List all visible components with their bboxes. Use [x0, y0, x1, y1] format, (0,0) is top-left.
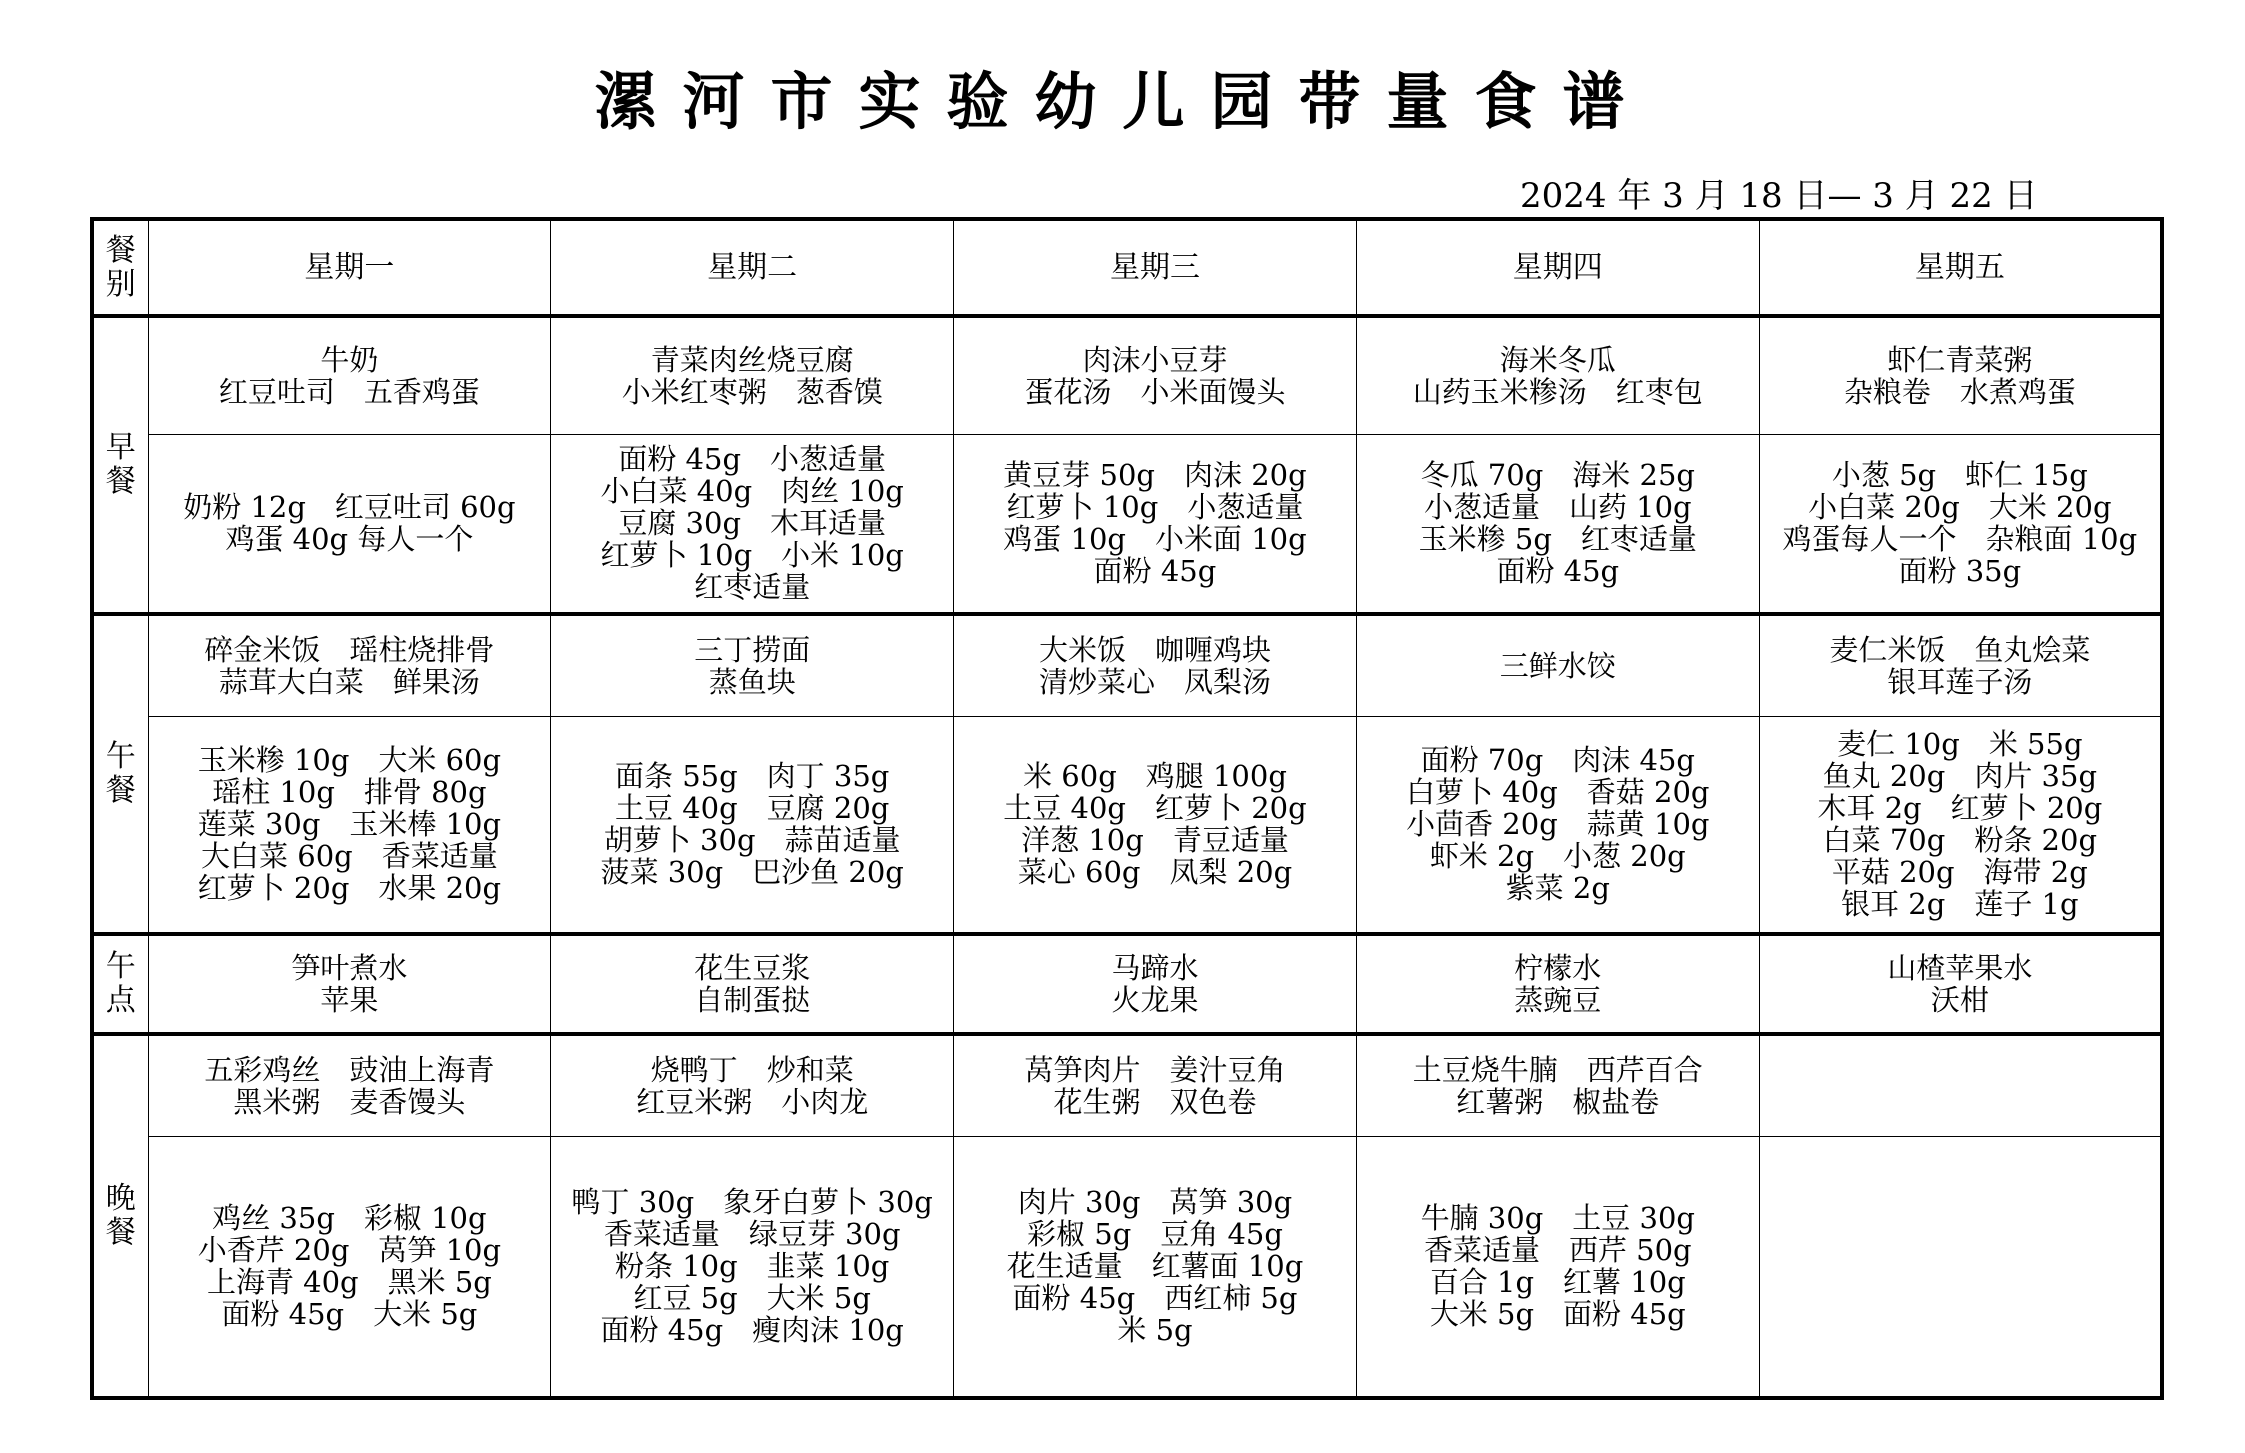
day-header-tue: 星期二	[551, 219, 954, 316]
dinner-ingredients-fri	[1759, 1136, 2162, 1398]
snack-tue: 花生豆浆 自制蛋挞	[551, 934, 954, 1034]
dinner-ingredients-wed: 肉片 30g 莴笋 30g 彩椒 5g 豆角 45g 花生适量 红薯面 10g 面粉 45g 西红柿 5g 米 5g	[954, 1136, 1357, 1398]
lunch-label: 午餐	[92, 614, 148, 934]
snack-label: 午点	[92, 934, 148, 1034]
breakfast-dish-mon: 牛奶 红豆吐司 五香鸡蛋	[148, 316, 551, 434]
meal-category-header: 餐别	[92, 219, 148, 316]
dinner-label: 晚餐	[92, 1034, 148, 1398]
breakfast-dish-thu: 海米冬瓜 山药玉米糁汤 红枣包	[1356, 316, 1759, 434]
breakfast-label: 早餐	[92, 316, 148, 614]
snack-row	[92, 934, 2162, 1034]
lunch-ingredients-row	[92, 716, 2162, 934]
breakfast-dish-fri: 虾仁青菜粥 杂粮卷 水煮鸡蛋	[1759, 316, 2162, 434]
lunch-dish-thu: 三鲜水饺	[1356, 614, 1759, 716]
lunch-dish-tue: 三丁捞面 蒸鱼块	[551, 614, 954, 716]
breakfast-ingredients-thu: 冬瓜 70g 海米 25g 小葱适量 山药 10g 玉米糁 5g 红枣适量 面粉 45g	[1356, 434, 1759, 614]
dinner-dish-fri	[1759, 1034, 2162, 1136]
dinner-ingredients-thu: 牛腩 30g 土豆 30g 香菜适量 西芹 50g 百合 1g 红薯 10g 大米 5g 面粉 45g	[1356, 1136, 1759, 1398]
lunch-dishes-row	[92, 614, 2162, 716]
breakfast-ingredients-row	[92, 434, 2162, 614]
dinner-dish-wed: 莴笋肉片 姜汁豆角 花生粥 双色卷	[954, 1034, 1357, 1136]
dinner-dish-mon: 五彩鸡丝 豉油上海青 黑米粥 麦香馒头	[148, 1034, 551, 1136]
lunch-dish-mon: 碎金米饭 瑶柱烧排骨 蒜茸大白菜 鲜果汤	[148, 614, 551, 716]
day-header-thu: 星期四	[1356, 219, 1759, 316]
breakfast-ingredients-fri: 小葱 5g 虾仁 15g 小白菜 20g 大米 20g 鸡蛋每人一个 杂粮面 10g 面粉 35g	[1759, 434, 2162, 614]
dinner-dish-tue: 烧鸭丁 炒和菜 红豆米粥 小肉龙	[551, 1034, 954, 1136]
snack-wed: 马蹄水 火龙果	[954, 934, 1357, 1034]
snack-thu: 柠檬水 蒸豌豆	[1356, 934, 1759, 1034]
lunch-ingredients-tue: 面条 55g 肉丁 35g 土豆 40g 豆腐 20g 胡萝卜 30g 蒜苗适量 菠菜 30g 巴沙鱼 20g	[551, 716, 954, 934]
dinner-dish-thu: 土豆烧牛腩 西芹百合 红薯粥 椒盐卷	[1356, 1034, 1759, 1136]
lunch-dish-wed: 大米饭 咖喱鸡块 清炒菜心 凤梨汤	[954, 614, 1357, 716]
dinner-ingredients-row	[92, 1136, 2162, 1398]
snack-mon: 笋叶煮水 苹果	[148, 934, 551, 1034]
menu-table	[90, 217, 2164, 1400]
breakfast-ingredients-mon: 奶粉 12g 红豆吐司 60g 鸡蛋 40g 每人一个	[148, 434, 551, 614]
breakfast-dishes-row	[92, 316, 2162, 434]
day-header-wed: 星期三	[954, 219, 1357, 316]
lunch-ingredients-mon: 玉米糁 10g 大米 60g 瑶柱 10g 排骨 80g 莲菜 30g 玉米棒 10g 大白菜 60g 香菜适量 红萝卜 20g 水果 20g	[148, 716, 551, 934]
lunch-ingredients-wed: 米 60g 鸡腿 100g 土豆 40g 红萝卜 20g 洋葱 10g 青豆适量 菜心 60g 凤梨 20g	[954, 716, 1357, 934]
header-row	[92, 219, 2162, 316]
breakfast-dish-tue: 青菜肉丝烧豆腐 小米红枣粥 葱香馍	[551, 316, 954, 434]
day-header-fri: 星期五	[1759, 219, 2162, 316]
dinner-ingredients-tue: 鸭丁 30g 象牙白萝卜 30g 香菜适量 绿豆芽 30g 粉条 10g 韭菜 10g 红豆 5g 大米 5g 面粉 45g 瘦肉沫 10g	[551, 1136, 954, 1398]
dinner-ingredients-mon: 鸡丝 35g 彩椒 10g 小香芹 20g 莴笋 10g 上海青 40g 黑米 5g 面粉 45g 大米 5g	[148, 1136, 551, 1398]
page-title: 漯河市实验幼儿园带量食谱	[594, 65, 1651, 138]
date-range: 2024 年 3 月 18 日— 3 月 22 日	[1520, 176, 2038, 216]
lunch-ingredients-fri: 麦仁 10g 米 55g 鱼丸 20g 肉片 35g 木耳 2g 红萝卜 20g 白菜 70g 粉条 20g 平菇 20g 海带 2g 银耳 2g 莲子 1g	[1759, 716, 2162, 934]
day-header-mon: 星期一	[148, 219, 551, 316]
breakfast-ingredients-tue: 面粉 45g 小葱适量 小白菜 40g 肉丝 10g 豆腐 30g 木耳适量 红萝卜 10g 小米 10g 红枣适量	[551, 434, 954, 614]
lunch-ingredients-thu: 面粉 70g 肉沫 45g 白萝卜 40g 香菇 20g 小茴香 20g 蒜黄 10g 虾米 2g 小葱 20g 紫菜 2g	[1356, 716, 1759, 934]
breakfast-ingredients-wed: 黄豆芽 50g 肉沫 20g 红萝卜 10g 小葱适量 鸡蛋 10g 小米面 10g 面粉 45g	[954, 434, 1357, 614]
breakfast-dish-wed: 肉沫小豆芽 蛋花汤 小米面馒头	[954, 316, 1357, 434]
lunch-dish-fri: 麦仁米饭 鱼丸烩菜 银耳莲子汤	[1759, 614, 2162, 716]
dinner-dishes-row	[92, 1034, 2162, 1136]
snack-fri: 山楂苹果水 沃柑	[1759, 934, 2162, 1034]
